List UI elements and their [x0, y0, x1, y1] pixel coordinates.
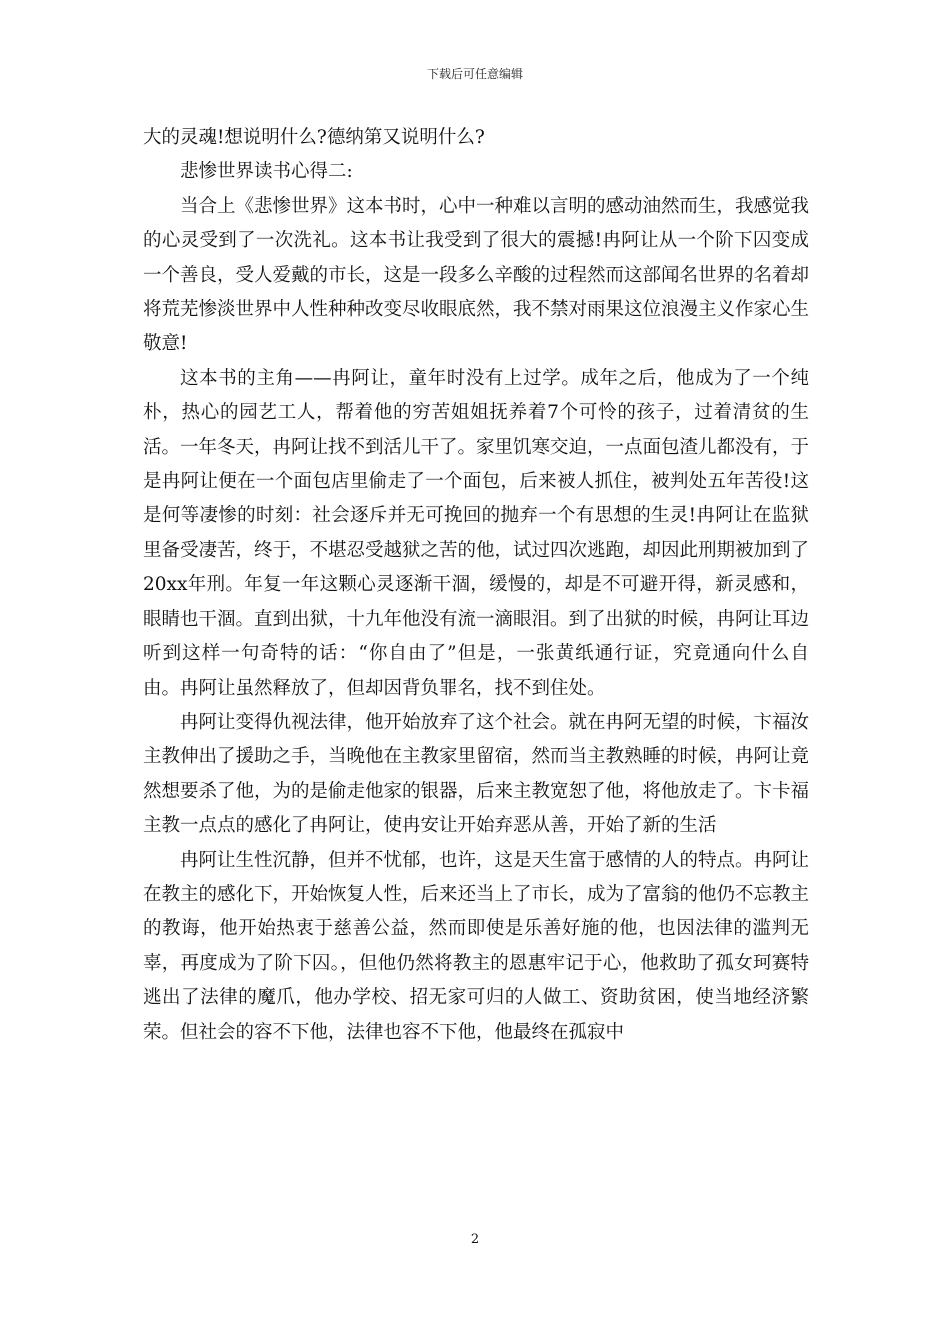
section-heading: 悲惨世界读书心得二:: [180, 161, 353, 183]
page-number: 2: [470, 1232, 480, 1247]
paragraph-continuation: 大的灵魂!想说明什么?德纳第又说明什么?: [143, 127, 485, 148]
document-body: [143, 121, 809, 1050]
paragraph: 当合上《悲惨世界》这本书时，心中一种难以言明的感动油然而生，我感觉我的心灵受到了一次洗礼。这本书让我受到了很大的震撼!冉阿让从一个阶下囚变成一个善良，受人爱戴的市长，这是一段多么辛酸的过程然而这部闻名世界的名着却将荒芜惨淡世界中人性种种改变尽收眼底然，我不禁对雨果这位浪漫主义作家心生敬意!: [143, 195, 810, 355]
page-header: 下载后可任意编辑: [426, 67, 523, 81]
paragraph: 冉阿让生性沉静，但并不忧郁，也许，这是天生富于感情的人的特点。冉阿让在教主的感化下，开始恢复人性，后来还当上了市长，成为了富翁的他仍不忘教主的教诲，他开始热衷于慈善公益，然而即使是乐善好施的他，也因法律的滥判无辜，再度成为了阶下囚。，但他仍然将教主的恩惠牢记于心，他救助了孤女珂赛特逃出了法律的魔爪，他办学校、招无家可归的人做工、资助贫困，使当地经济繁荣。但社会的容不下他，法律也容不下他，他最终在孤寂中: [143, 849, 810, 1043]
paragraph: 冉阿让变得仇视法律，他开始放弃了这个社会。就在冉阿无望的时候，卞福汝主教伸出了援助之手，当晚他在主教家里留宿，然而当主教熟睡的时候，冉阿让竟然想要杀了他，为的是偷走他家的银器，后来主教宽恕了他，将他放走了。卞卡福主教一点点的感化了冉阿让，使冉安让开始弃恶从善，开始了新的生活: [143, 711, 810, 837]
paragraph: 这本书的主角——冉阿让，童年时没有上过学。成年之后，他成为了一个纯朴，热心的园艺工人，帮着他的穷苦姐姐抚养着7个可怜的孩子，过着清贫的生活。一年冬天，冉阿让找不到活儿干了。家里饥寒交迫，一点面包渣儿都没有，于是冉阿让便在一个面包店里偷走了一个面包，后来被人抓住，被判处五年苦役!这是何等凄惨的时刻：社会逐斥并无可挽回的抛弃一个有思想的生灵!冉阿让在监狱里备受凄苦，终于，不堪忍受越狱之苦的他，试过四次逃跑，却因此刑期被加到了20xx年刑。年复一年这颗心灵逐渐干涸，缓慢的，却是不可避开得，新灵感和，眼睛也干涸。直到出狱，十九年他没有流一滴眼泪。到了出狱的时候，冉阿让耳边听到这样一句奇特的话：“你自由了”但是，一张黄纸通行证，究竟通向什么自由。冉阿让虽然释放了，但却因背负罪名，找不到住处。: [143, 367, 810, 699]
